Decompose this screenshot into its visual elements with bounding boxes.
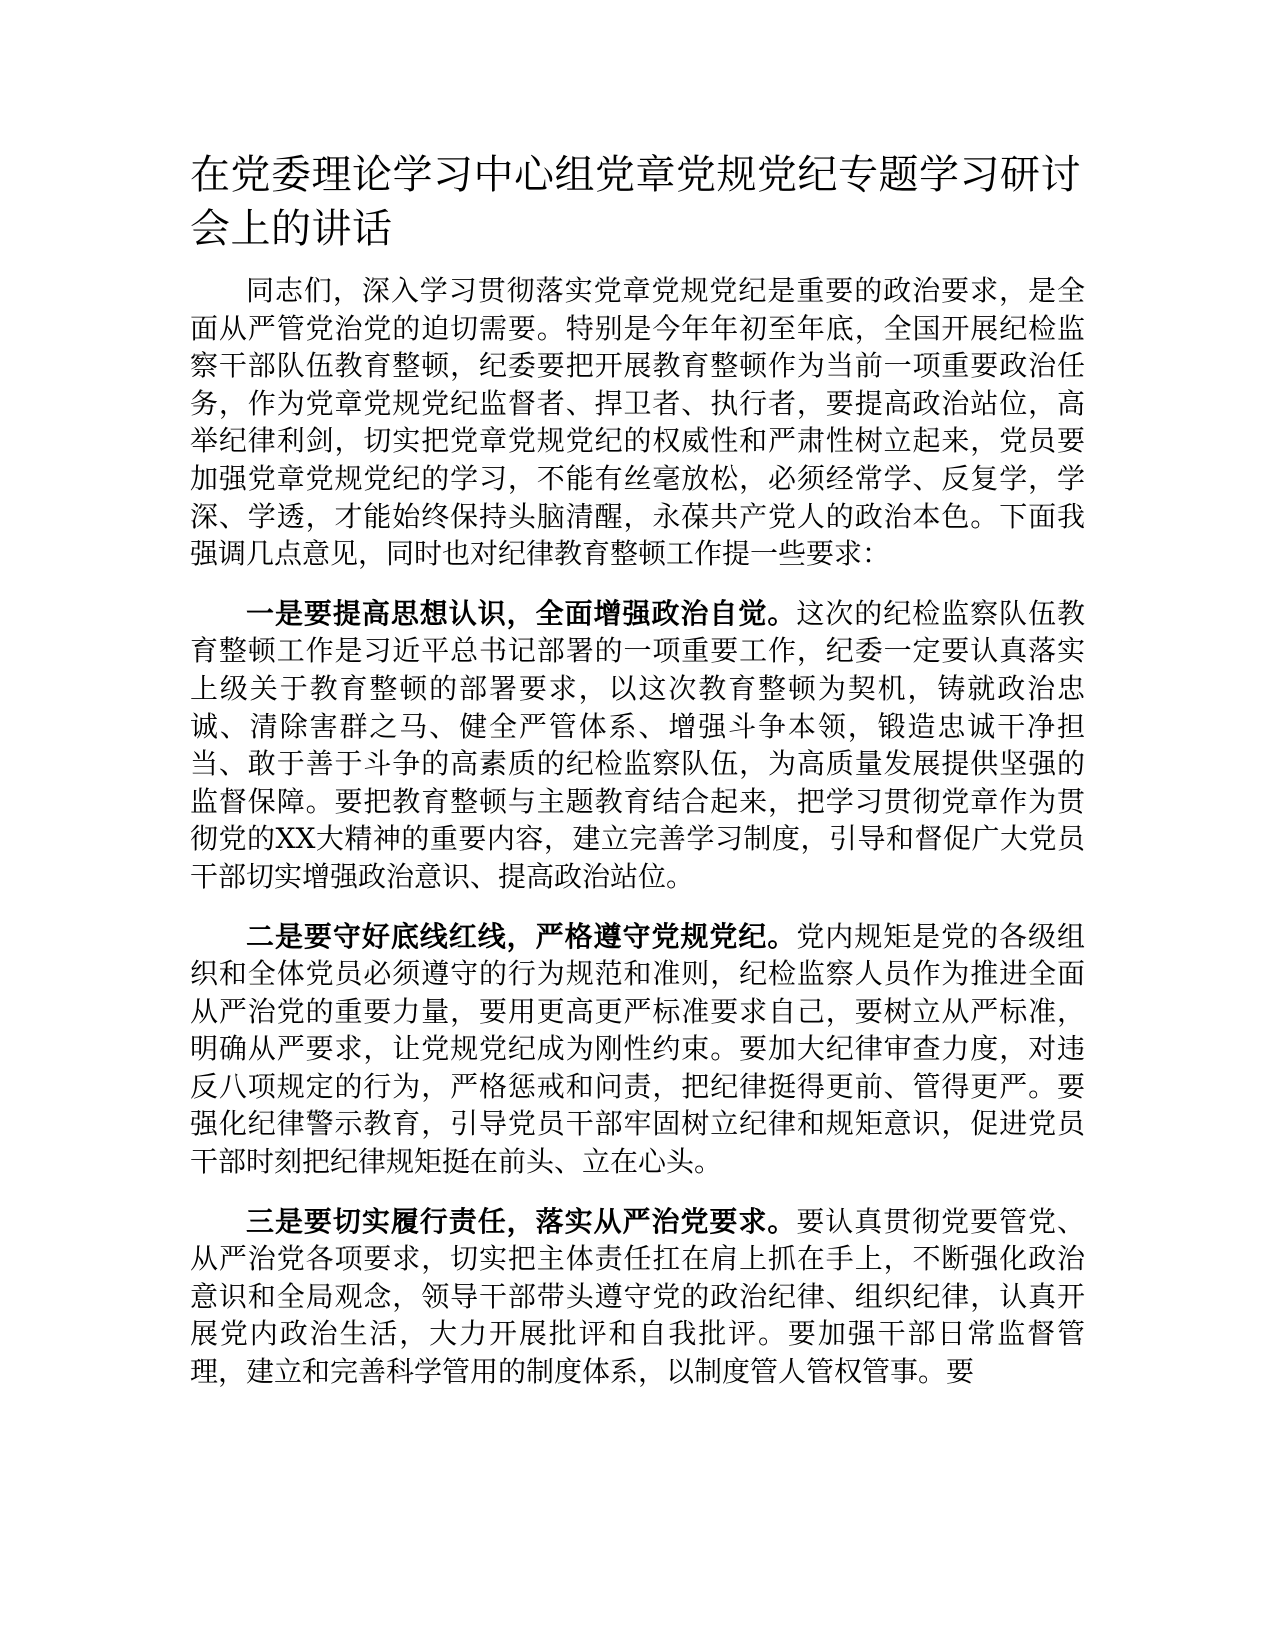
section-two-body: 党内规矩是党的各级组织和全体党员必须遵守的行为规范和准则，纪检监察人员作为推进全面从严治党的重要力量，要用更高更严标准要求自己，要树立从严标准，明确从严要求，让党规党纪成为刚性约束。要加大纪律审查力度，对违反八项规定的行为，严格惩戒和问责，把纪律挺得更前、管得更严。要强化纪律警示教育，引导党员干部牢固树立纪律和规矩意识，促进党员干部时刻把纪律规矩挺在前头、立在心头。 (190, 919, 1085, 1179)
section-three-paragraph (190, 1203, 1085, 1391)
section-two-paragraph (190, 918, 1085, 1181)
section-three-body: 要认真贯彻党要管党、从严治党各项要求，切实把主体责任扛在肩上抓在手上，不断强化政治意识和全局观念，领导干部带头遵守党的政治纪律、组织纪律，认真开展党内政治生活，大力开展批评和自我批评。要加强干部日常监督管理，建立和完善科学管用的制度体系，以制度管人管权管事。要 (190, 1204, 1085, 1389)
section-three-heading: 三是要切实履行责任，落实从严治党要求。 (246, 1204, 797, 1238)
section-two-heading: 二是要守好底线红线，严格遵守党规党纪。 (246, 919, 797, 953)
document-title: 在党委理论学习中心组党章党规党纪专题学习研讨会上的讲话 (190, 152, 1081, 252)
section-one-body: 这次的纪检监察队伍教育整顿工作是习近平总书记部署的一项重要工作，纪委一定要认真落实上级关于教育整顿的部署要求，以这次教育整顿为契机，铸就政治忠诚、清除害群之马、健全严管体系、增强斗争本领，锻造忠诚干净担当、敢于善于斗争的高素质的纪检监察队伍，为高质量发展提供坚强的监督保障。要把教育整顿与主题教育结合起来，把学习贯彻党章作为贯彻党的XX大精神的重要内容，建立完善学习制度，引导和督促广大党员干部切实增强政治意识、提高政治站位。 (190, 596, 1085, 893)
intro-paragraph: 同志们，深入学习贯彻落实党章党规党纪是重要的政治要求，是全面从严管党治党的迫切需要。特别是今年年初至年底，全国开展纪检监察干部队伍教育整顿，纪委要把开展教育整顿作为当前一项重要政治任务，作为党章党规党纪监督者、捍卫者、执行者，要提高政治站位，高举纪律利剑，切实把党章党规党纪的权威性和严肃性树立起来，党员要加强党章党规党纪的学习，不能有丝毫放松，必须经常学、反复学，学深、学透，才能始终保持头脑清醒，永葆共产党人的政治本色。下面我强调几点意见，同时也对纪律教育整顿工作提一些要求： (190, 274, 1085, 571)
section-one-heading: 一是要提高思想认识，全面增强政治自觉。 (246, 596, 797, 630)
document-page (190, 148, 1085, 1413)
section-one-paragraph (190, 595, 1085, 896)
